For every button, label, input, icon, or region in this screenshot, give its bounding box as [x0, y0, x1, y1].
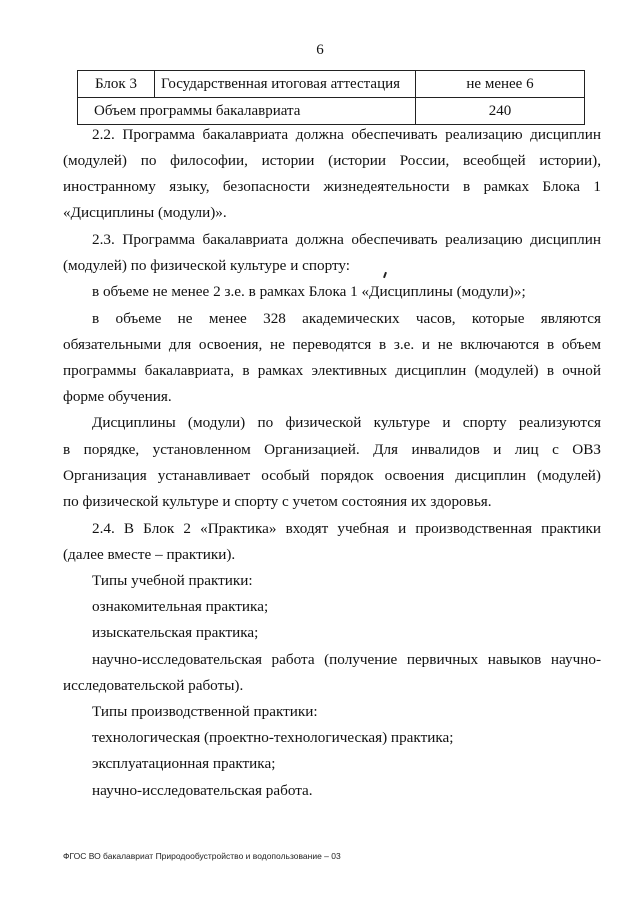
table-cell: 240: [416, 98, 585, 125]
text-line: (модулей) по философии, истории (истории России, всеобщей истории),: [63, 152, 601, 169]
table-row: [78, 98, 585, 125]
text-line: 2.2. Программа бакалавриата должна обеспечивать реализацию дисциплин: [92, 126, 601, 143]
text-line: форме обучения.: [63, 388, 172, 405]
text-line: исследовательской работы).: [63, 677, 244, 694]
page-number: 6: [316, 42, 324, 58]
text-line: ознакомительная практика;: [92, 598, 269, 615]
text-line: Типы учебной практики:: [92, 572, 253, 589]
text-line: научно-исследовательская работа (получение первичных навыков научно-: [92, 651, 601, 668]
text-line: 2.4. В Блок 2 «Практика» входят учебная и производственная практики: [92, 520, 601, 537]
text-line: по физической культуре и спорту с учетом состояния их здоровья.: [63, 493, 492, 510]
text-line: программы бакалавриата, в рамках элективных дисциплин (модулей) в очной: [63, 362, 601, 379]
text-line: Организация устанавливает особый порядок освоения дисциплин (модулей): [63, 467, 601, 484]
text-line: технологическая (проектно-технологическая) практика;: [92, 729, 454, 746]
table-cell: Государственная итоговая аттестация: [155, 71, 416, 98]
table-cell: Объем программы бакалавриата: [78, 98, 416, 125]
text-line: в объеме не менее 328 академических часов, которые являются: [92, 310, 601, 327]
text-line: иностранному языку, безопасности жизнедеятельности в рамках Блока 1: [63, 178, 601, 195]
text-line: 2.3. Программа бакалавриата должна обеспечивать реализацию дисциплин: [92, 231, 601, 248]
curriculum-table: [77, 70, 585, 125]
footer-text: ФГОС ВО бакалавриат Природообустройство и водопользование – 03: [63, 851, 341, 861]
text-line: (модулей) по физической культуре и спорту:: [63, 257, 351, 274]
text-line: Типы производственной практики:: [92, 703, 318, 720]
table-cell: Блок 3: [78, 71, 155, 98]
text-line: Дисциплины (модули) по физической культуре и спорту реализуются: [92, 414, 601, 431]
table-row: [78, 71, 585, 98]
text-line: научно-исследовательская работа.: [92, 782, 313, 799]
table-cell: не менее 6: [416, 71, 585, 98]
text-line: (далее вместе – практики).: [63, 546, 236, 563]
text-line: обязательными для освоения, не переводятся в з.е. и не включаются в объем: [63, 336, 601, 353]
text-line: в объеме не менее 2 з.е. в рамках Блока 1 «Дисциплины (модули)»;: [92, 283, 526, 300]
text-line: в порядке, установленном Организацией. Для инвалидов и лиц с ОВЗ: [63, 441, 601, 458]
text-line: эксплуатационная практика;: [92, 755, 276, 772]
text-line: «Дисциплины (модули)».: [63, 204, 227, 221]
text-line: изыскательская практика;: [92, 624, 259, 641]
